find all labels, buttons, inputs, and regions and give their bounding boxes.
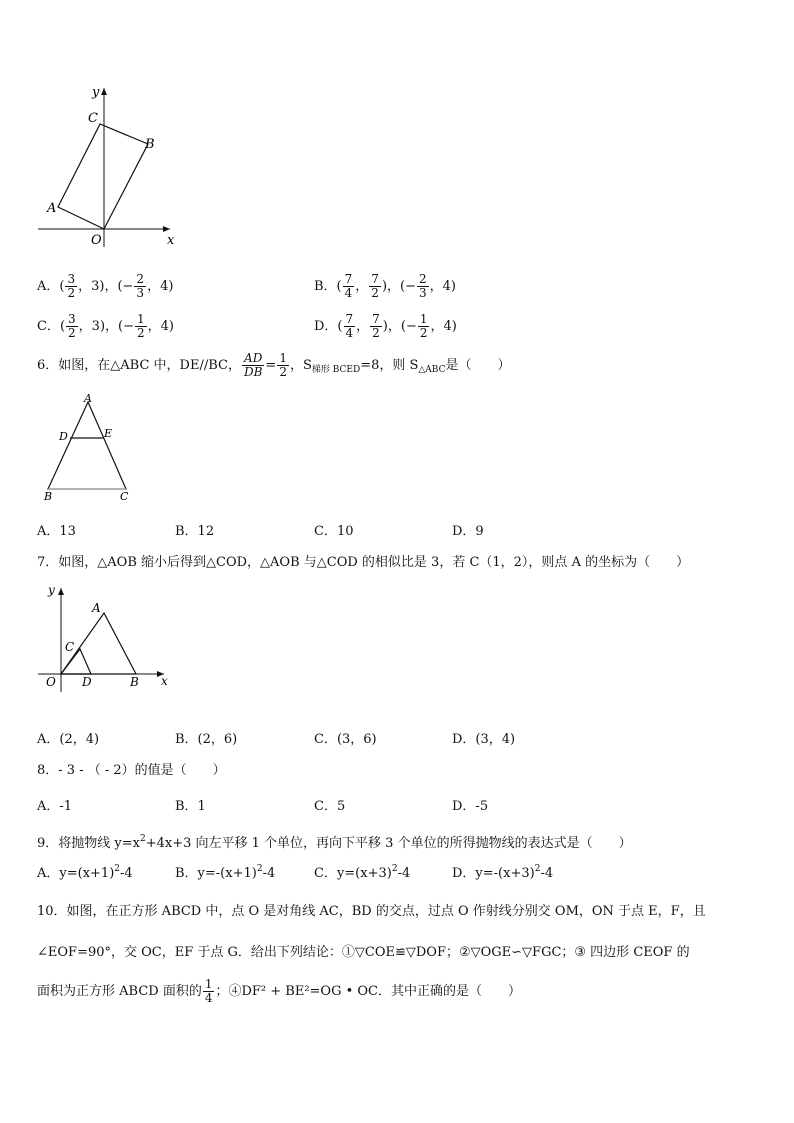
q8-option-b[interactable]: B．1	[175, 799, 206, 814]
q5-x-arrow	[163, 226, 170, 232]
q8-option-c[interactable]: C．5	[314, 799, 346, 814]
fraction: $\frac{1}{4}$	[204, 977, 213, 1005]
fraction: $\frac{1}{2}$	[136, 312, 145, 340]
q5-option-d[interactable]: D．( $\frac{7}{4}$ ， $\frac{7}{2}$ )，(− $\frac{1}{2}$ ，4)	[314, 312, 457, 340]
fraction: $\frac{3}{2}$	[67, 272, 76, 300]
q5-label-x: x	[167, 233, 175, 248]
q7-option-d[interactable]: D．(3，4)	[452, 732, 516, 747]
fraction: $\frac{1}{2}$	[279, 351, 287, 379]
q6-label-d: D	[59, 430, 68, 443]
q6-option-a[interactable]: A．13	[37, 524, 76, 539]
q6-label-a: A	[84, 392, 92, 405]
q5-rectangle-oabc	[58, 124, 148, 229]
q7-option-a[interactable]: A．(2，4)	[37, 732, 100, 747]
q7-option-b[interactable]: B．(2，6)	[175, 732, 238, 747]
fraction: $\frac{7}{2}$	[371, 272, 379, 300]
q7-label-o: O	[46, 675, 56, 689]
fraction: $\frac{AD}{DB}$	[243, 351, 263, 379]
q7-label-c: C	[65, 640, 75, 654]
q10-line-2: ∠EOF=90°，交 OC，EF 于点 G．给出下列结论：①▽COE≌▽DOF；②▽OGE∽▽FGC；③ 四边形 CEOF 的	[37, 945, 690, 960]
fraction: $\frac{7}{2}$	[372, 312, 380, 340]
q9-option-c[interactable]: C．$y=(x+3)^2-4$	[314, 864, 411, 881]
fraction: $\frac{2}{3}$	[418, 272, 427, 300]
q5-label-b: B	[145, 137, 155, 152]
q6-option-c[interactable]: C．10	[314, 524, 354, 539]
q10-line-3: 面积为正方形 ABCD 面积的 $\frac{1}{4}$ ；④DF² + BE²=OG • OC．其中正确的是（ ）	[37, 977, 522, 1005]
fraction: $\frac{3}{2}$	[68, 312, 76, 340]
q8-option-d[interactable]: D．-5	[452, 799, 489, 814]
fraction: $\frac{7}{4}$	[345, 312, 354, 340]
q7-option-c[interactable]: C．(3，6)	[314, 732, 377, 747]
fraction: $\frac{7}{4}$	[344, 272, 353, 300]
q7-label-a: A	[92, 601, 101, 615]
q7-y-arrow	[58, 588, 64, 595]
q8-option-a[interactable]: A．-1	[37, 799, 73, 814]
q6-option-b[interactable]: B．12	[175, 524, 215, 539]
fraction: $\frac{2}{3}$	[136, 272, 145, 300]
q5-y-arrow	[101, 88, 107, 95]
q8-stem: 8．- 3 - （ - 2）的值是（ ）	[37, 763, 226, 778]
q5-option-c[interactable]: C．( $\frac{3}{2}$ ，3)，(− $\frac{1}{2}$ ，4)	[37, 312, 174, 340]
q6-label-c: C	[120, 490, 129, 503]
q6-label-b: B	[44, 490, 53, 503]
q7-label-b: B	[130, 675, 139, 689]
q6-option-d[interactable]: D．9	[452, 524, 484, 539]
q9-option-d[interactable]: D．$y=-(x+3)^2-4$	[452, 864, 554, 881]
fraction: $\frac{1}{2}$	[419, 312, 428, 340]
q5-option-b[interactable]: B．( $\frac{7}{4}$ ， $\frac{7}{2}$ )，(− $\frac{2}{3}$ ，4)	[314, 272, 456, 300]
q7-label-d: D	[82, 675, 92, 689]
q6-triangle-figure	[38, 392, 138, 504]
q7-label-x: x	[161, 674, 168, 688]
q5-label-o: O	[91, 233, 102, 248]
q10-line-1: 10．如图，在正方形 ABCD 中，点 O 是对角线 AC，BD 的交点，过点 O 作射线分别交 OM，ON 于点 E，F，且	[37, 904, 706, 919]
q7-coordinate-figure	[36, 582, 176, 694]
q5-label-c: C	[88, 111, 98, 126]
q5-label-a: A	[47, 201, 57, 216]
q9-option-a[interactable]: A．$y=(x+1)^2-4$	[37, 864, 133, 881]
q6-label-e: E	[104, 427, 113, 440]
q9-stem: 9．将抛物线 $y=x^2+4x+3$ 向左平移 1 个单位，再向下平移 3 个单位的所得抛物线的表达式是（ ）	[37, 834, 632, 851]
q5-option-a[interactable]: A．( $\frac{3}{2}$ ，3)，(− $\frac{2}{3}$ ，4)	[37, 272, 174, 300]
q9-option-b[interactable]: B．$y=-(x+1)^2-4$	[175, 864, 276, 881]
q6-stem: 6．如图，在△ABC 中，DE//BC， $\frac{AD}{DB}$ = $\frac{1}{2}$ ，$S_{梯形 BCED}=8$，则 $S_{\triangle ABC}$是（ ）	[37, 351, 511, 379]
q7-label-y: y	[48, 583, 55, 597]
q7-stem: 7．如图，△AOB 缩小后得到△COD，△AOB 与△COD 的相似比是 3，若 C（1，2），则点 A 的坐标为（ ）	[37, 555, 690, 570]
q5-coordinate-figure	[30, 82, 190, 252]
q5-label-y: y	[92, 85, 100, 100]
q6-triangle-abc	[48, 402, 126, 489]
